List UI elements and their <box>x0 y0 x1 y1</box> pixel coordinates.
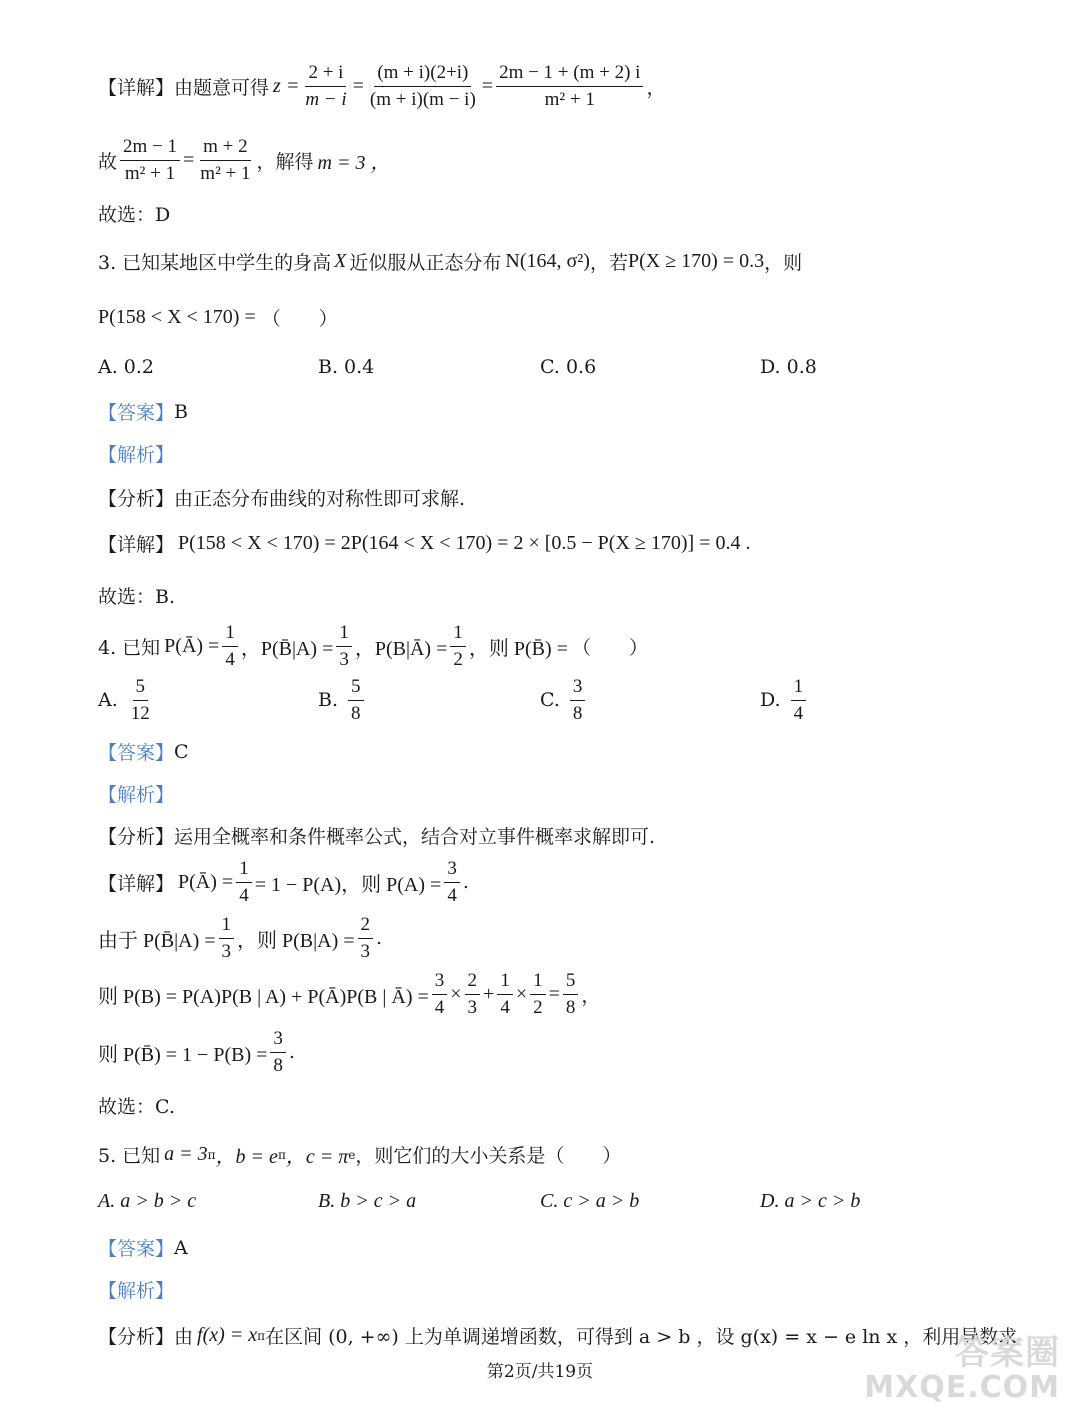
detail-text: 由题意可得 <box>174 76 270 99</box>
q5-answer: 【答案】 A <box>98 1236 188 1260</box>
so-text: 故 <box>98 150 118 173</box>
result: m = 3 ， <box>317 151 391 174</box>
fraction: $\frac{2 + i}{m - i}$ <box>305 62 347 110</box>
page-footer: 第2页/共19页 <box>486 1362 594 1382</box>
q5-option-c: C. c > a > b <box>540 1190 640 1212</box>
q3-option-d: D. 0.8 <box>760 356 817 378</box>
detail-label: 【详解】 <box>98 76 175 99</box>
q4-analysis-label: 【解析】 <box>98 784 175 806</box>
q4-detail-2: 由于 P(B̄|A) = $\frac{1}{3}$ ，则 P(B|A) = $\frac{2}{3}$ . <box>98 914 383 962</box>
q5-fenxi: 【分析】 由 f(x) = x π 在区间 (0, +∞) 上为单调递增函数，可得到 a > b ，设 g(x) = x − e ln x ，利用导数求 <box>98 1324 1018 1348</box>
q4-choose: 故选：C. <box>98 1096 175 1118</box>
fraction: $\frac{(m + i)(2+i)}{(m + i)(m - i)}$ <box>369 62 476 110</box>
q3-analysis-label: 【解析】 <box>98 444 175 466</box>
fraction: $\frac{2m - 1 + (m + 2) i}{\text{m² + 1}}$ <box>496 62 643 111</box>
z-symbol: z = <box>273 74 300 97</box>
solve-text: ，解得 <box>256 150 314 173</box>
q2-solve-line: 故 $\frac{2m - 1}{\text{m² + 1}}$ = $\frac{m + 2}{\text{m² + 1}}$ ，解得 m = 3 ， <box>98 136 391 184</box>
q4-option-d: D. $\frac{1}{4}$ <box>760 676 809 725</box>
q3-detail: 【详解】 P(158 < X < 170) = 2P(164 < X < 170) = 2 × [0.5 − P(X ≥ 170)] = 0.4 . <box>98 532 751 556</box>
q4-detail-3: 则 P(B) = P(A)P(B | A) + P(Ā)P(B | Ā) = $\frac{3}{4}$ × $\frac{2}{3}$ + $\frac{1}{4}$ × $\frac{1}{2}$ = $\frac{5}{8}$ ， <box>98 970 601 1018</box>
q3-option-c: C. 0.6 <box>540 356 597 378</box>
q3-fenxi: 【分析】 由正态分布曲线的对称性即可求解. <box>98 488 466 510</box>
q2-choose: 故选：D <box>98 204 171 226</box>
q4-option-b: B. $\frac{5}{8}$ <box>318 676 367 725</box>
q3-option-b: B. 0.4 <box>318 356 375 378</box>
q4-option-a: A. $\frac{5}{12}$ <box>98 676 150 724</box>
q4-detail-1: 【详解】 P(Ā) = $\frac{1}{4}$ = 1 − P(A)，则 P(A) = $\frac{3}{4}$ . <box>98 858 469 906</box>
q5-analysis-label: 【解析】 <box>98 1280 175 1302</box>
q4-stem: 4. 已知 P(Ā) = $\frac{1}{4}$ ，P(B̄|A) = $\frac{1}{3}$ ，P(B|Ā) = $\frac{1}{2}$ ，则 P(B̄) = （ ） <box>98 622 648 670</box>
q5-stem: 5. 已知 a = 3 π ，b = e π ，c = π e ，则它们的大小关系是（ ） <box>98 1143 622 1168</box>
q5-option-b: B. b > c > a <box>318 1190 417 1212</box>
q4-option-c: C. $\frac{3}{8}$ <box>540 676 588 725</box>
fraction: $\frac{2m - 1}{\text{m² + 1}}$ <box>120 136 180 185</box>
q3-ask: P(158 < X < 170) = （ ） <box>98 306 338 330</box>
q3-answer: 【答案】 B <box>98 400 188 424</box>
punct: ， <box>646 76 666 99</box>
q4-fenxi: 【分析】 运用全概率和条件概率公式，结合对立事件概率求解即可. <box>98 826 656 848</box>
q4-detail-4: 则 P(B̄) = 1 − P(B) = $\frac{3}{8}$ . <box>98 1028 295 1076</box>
fraction: $\frac{m + 2}{\text{m² + 1}}$ <box>200 136 251 184</box>
q3-choose: 故选：B. <box>98 586 176 608</box>
q4-answer: 【答案】 C <box>98 740 189 764</box>
q3-option-a: A. 0.2 <box>98 356 155 378</box>
watermark-logo: 答案圈 MXQE.COM <box>864 1333 1060 1405</box>
q5-option-d: D. a > c > b <box>760 1190 861 1212</box>
q3-stem: 3. 已知某地区中学生的身高 X 近似服从正态分布 N(164, σ²) ，若 P(X ≥ 170) = 0.3 ，则 <box>98 250 803 274</box>
q5-option-a: A. a > b > c <box>98 1190 197 1212</box>
q2-detail-line: 【详解】 由题意可得 z = $\frac{2 + i}{m - i}$ = $\frac{(m + i)(2+i)}{(m + i)(m - i)}$ = $\frac{2m - 1 + (m + 2) i}{\text{m² + 1}}$ ， <box>98 62 666 110</box>
